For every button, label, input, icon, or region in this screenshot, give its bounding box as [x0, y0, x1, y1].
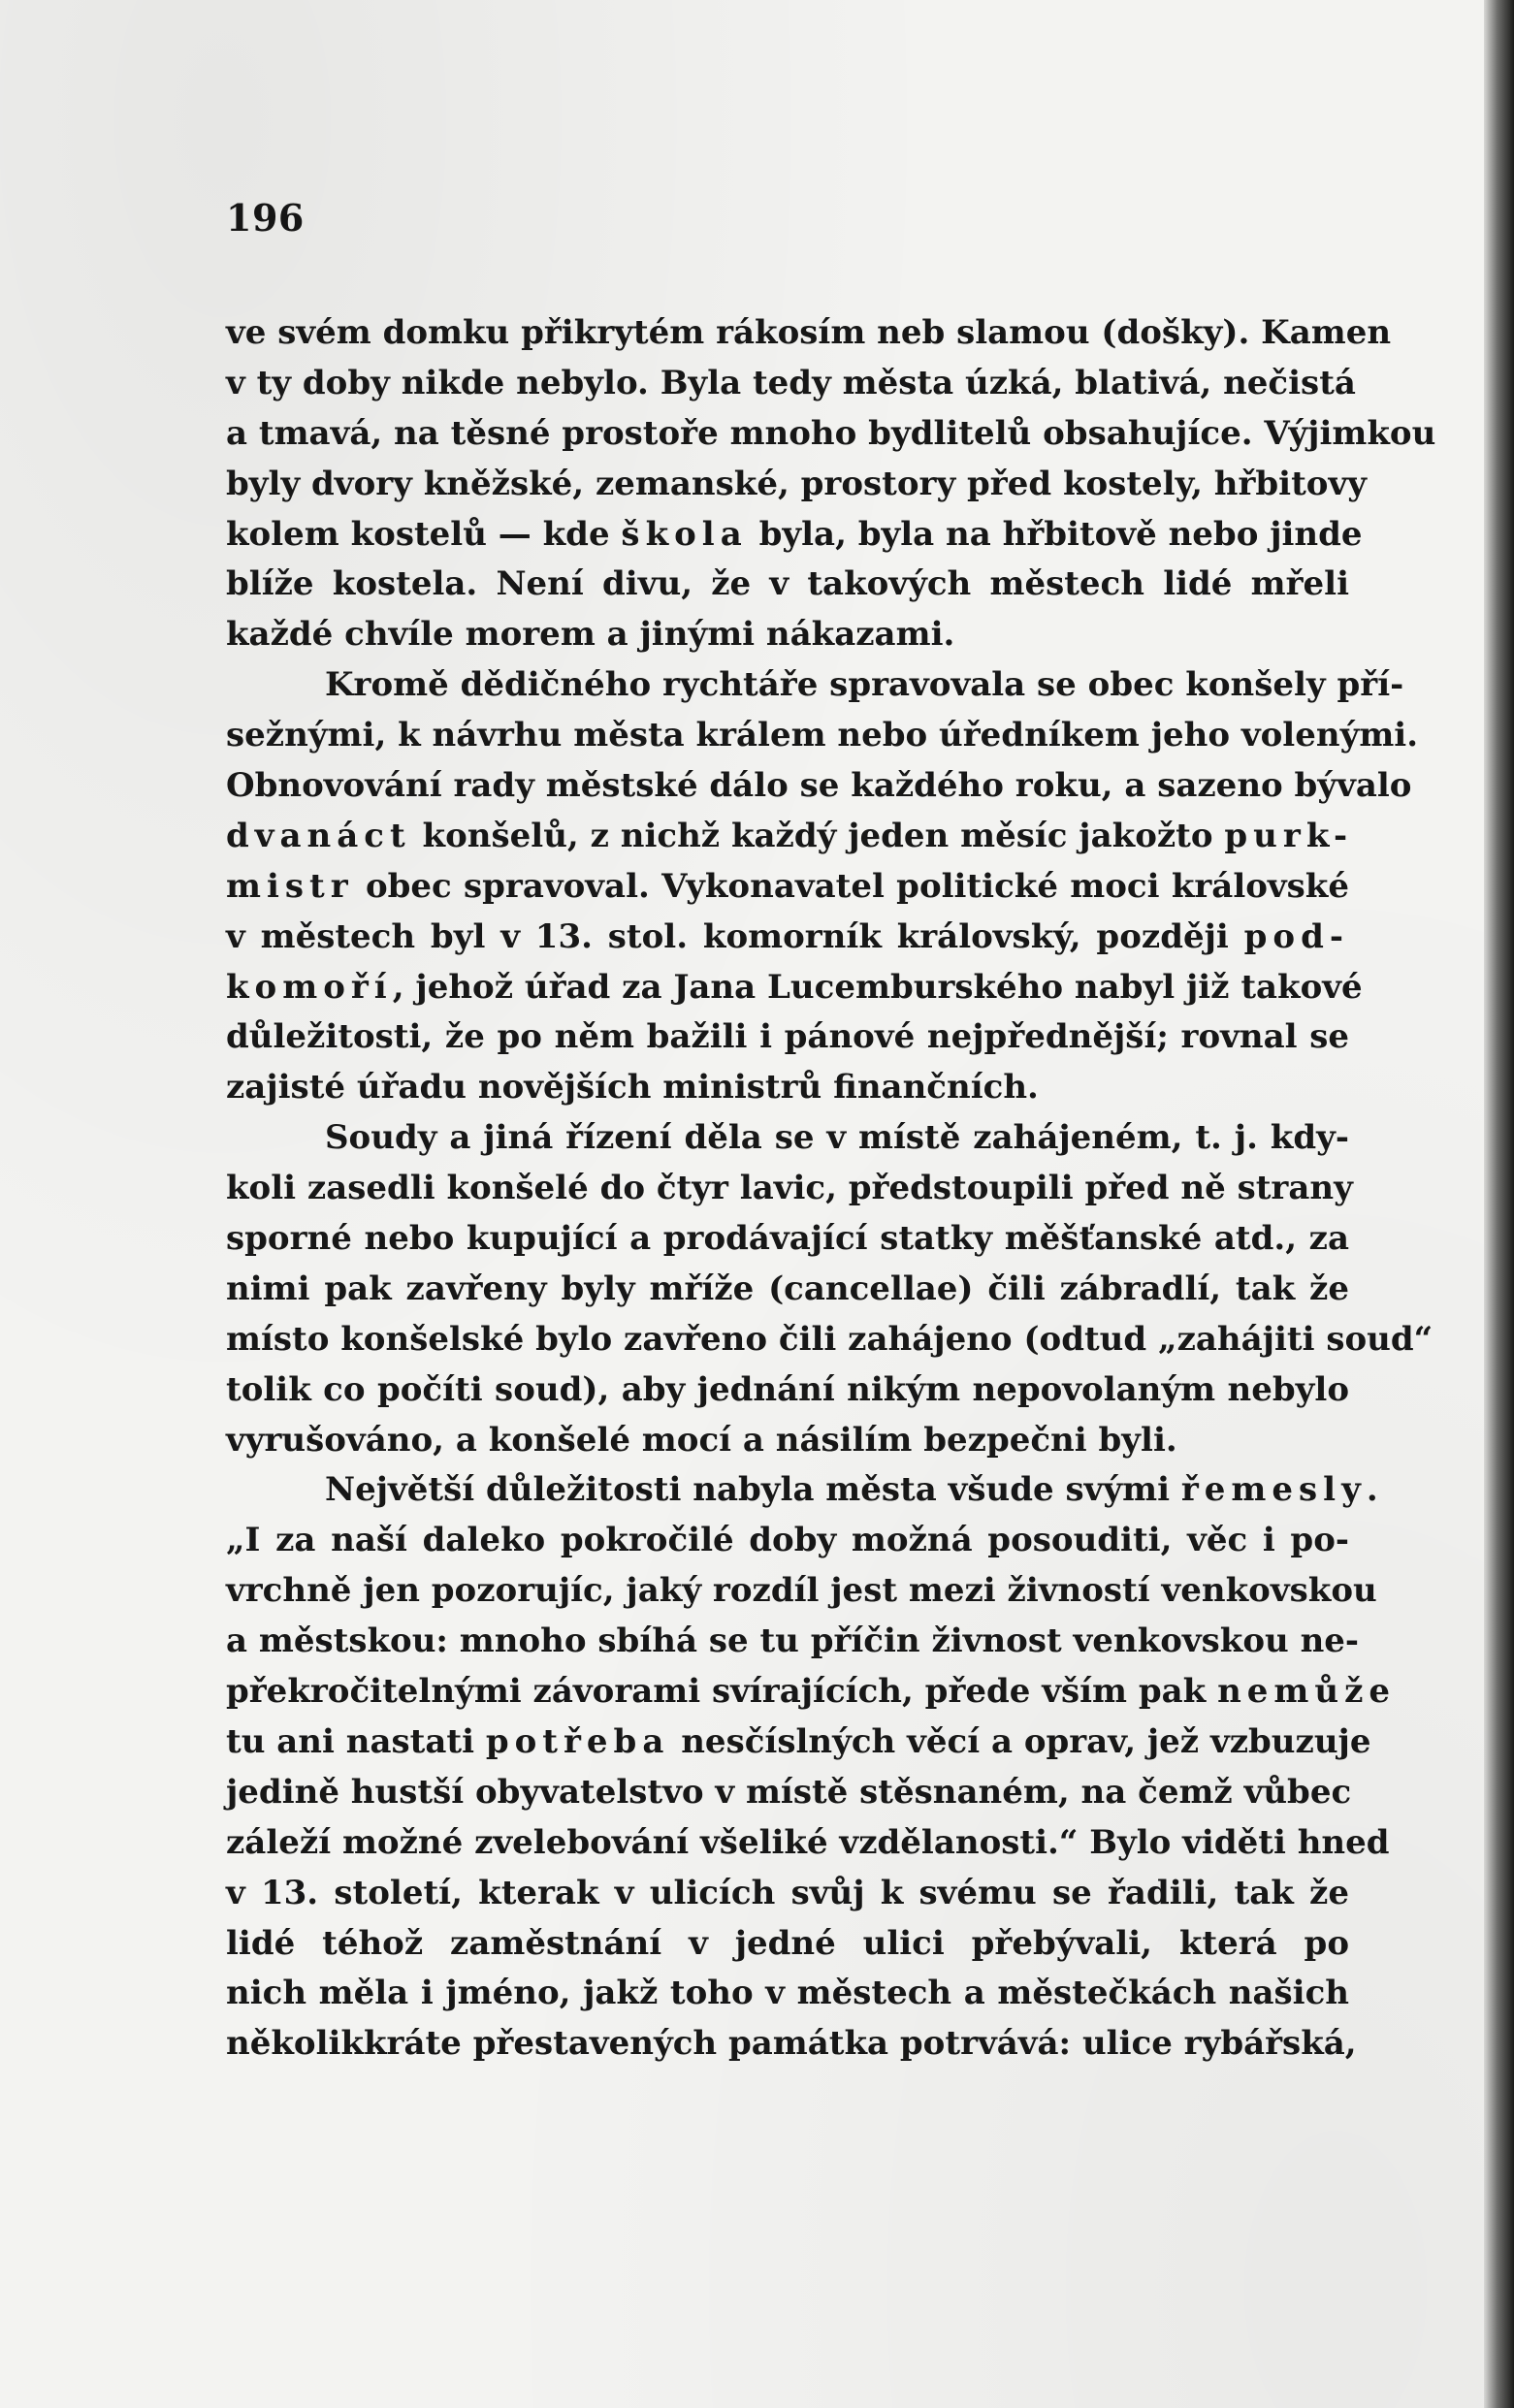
spaced-emphasis: řemesly [1180, 1470, 1367, 1510]
text-line [226, 1416, 1349, 1466]
body-text [226, 308, 1436, 2070]
spaced-emphasis: potřeba [485, 1721, 670, 1761]
text-run: Obnovování rady městské dálo se každého roku, a sazeno bývalo [226, 766, 1412, 806]
text-line [226, 1617, 1360, 1667]
text-run: překročitelnými závorami svírajících, přede vším pak [226, 1672, 1218, 1712]
spaced-emphasis: mistr [226, 866, 354, 906]
text-run: obec spravoval. Vykonavatel politické moci královské [353, 866, 1349, 906]
text-line [226, 1516, 1349, 1566]
text-line [226, 1113, 1349, 1164]
text-run: nich měla i jméno, jakž toho v městech a městečkách našich [226, 1974, 1349, 2013]
text-line [226, 1718, 1371, 1768]
text-line [226, 1063, 1349, 1113]
text-run: ve svém domku přikrytém rákosím neb slamou (došky). Kamen [226, 313, 1392, 352]
text-run: v 13. století, kterak v ulicích svůj k svému se řadili, tak že [226, 1873, 1349, 1912]
text-run: Největší důležitosti nabyla města všude svými [325, 1470, 1181, 1510]
text-line [226, 610, 1349, 660]
text-run: důležitosti, že po něm bažili i pánové nejpřednější; rovnal se [226, 1017, 1349, 1057]
text-run: lidé téhož zaměstnání v jedné ulici přebývali, která po [226, 1923, 1349, 1963]
page-edge-shadow [1484, 0, 1514, 2408]
text-line [226, 761, 1412, 812]
text-run: byly dvory kněžské, zemanské, prostory před kostely, hřbitovy [226, 464, 1367, 503]
text-line [226, 560, 1349, 610]
text-line [226, 460, 1367, 510]
text-run: konšelů, z nichž každý jeden měsíc jakožto [410, 816, 1225, 855]
text-line [226, 510, 1363, 561]
text-run: Kromě dědičného rychtáře spravovala se obec konšely pří- [325, 665, 1404, 705]
text-line [226, 409, 1436, 460]
text-line [226, 913, 1349, 963]
spaced-emphasis: pod- [1243, 916, 1349, 956]
text-line [226, 1566, 1377, 1617]
text-run: vyrušováno, a konšelé mocí a násilím bezpečni byli. [226, 1420, 1177, 1460]
text-run: Soudy a jiná řízení děla se v místě zahájeném, t. j. kdy- [325, 1118, 1349, 1158]
spaced-emphasis: komoří [226, 967, 393, 1007]
text-line [226, 1869, 1349, 1919]
spaced-emphasis: nemůže [1217, 1672, 1397, 1712]
text-run: záleží možné zvelebování všeliké vzdělanosti.“ Bylo viděti hned [226, 1822, 1390, 1862]
text-run: a tmavá, na těsné prostoře mnoho bydlitelů obsahujíce. Výjimkou [226, 413, 1436, 453]
text-line [226, 1969, 1349, 2019]
text-run: blíže kostela. Není divu, že v takových městech lidé mřeli [226, 564, 1349, 604]
text-run: tu ani nastati [226, 1721, 486, 1761]
text-line [226, 1365, 1349, 1416]
text-run: v městech byl v 13. stol. komorník královský, později [226, 916, 1244, 956]
text-run: jedině hustší obyvatelstvo v místě stěsnaném, na čemž vůbec [226, 1772, 1352, 1812]
text-run: „I za naší daleko pokročilé doby možná posouditi, věc i po- [226, 1521, 1349, 1560]
text-line [226, 812, 1354, 862]
text-run: , jehož úřad za Jana Lucemburského nabyl již takové [392, 967, 1363, 1007]
text-run: koli zasedli konšelé do čtyr lavic, předstoupili před ně strany [226, 1169, 1353, 1208]
text-line [226, 1919, 1349, 1970]
text-line [226, 1164, 1353, 1214]
text-run: sežnými, k návrhu města králem nebo úředníkem jeho volenými. [226, 716, 1419, 755]
text-run: kolem kostelů — kde [226, 514, 622, 554]
text-line [226, 1265, 1349, 1315]
spaced-emphasis: dvanáct [226, 816, 411, 855]
text-line [226, 862, 1349, 913]
text-line [226, 1818, 1390, 1869]
text-line [226, 359, 1356, 409]
text-line [226, 963, 1363, 1013]
text-run: místo konšelské bylo zavřeno čili zahájeno (odtud „zahájiti soud“ [226, 1319, 1433, 1359]
text-line [226, 1465, 1378, 1516]
text-line [226, 308, 1392, 359]
text-run: byla, byla na hřbitově nebo jinde [747, 514, 1363, 554]
spaced-emphasis: škola [621, 514, 748, 554]
text-run: několikkráte přestavených památka potrvává: ulice rybářská, [226, 2024, 1357, 2064]
text-line [226, 2019, 1357, 2070]
text-line [226, 660, 1404, 711]
text-line [226, 1315, 1433, 1365]
text-run: nesčíslných věcí a oprav, jež vzbuzuje [669, 1721, 1371, 1761]
text-run: . [1366, 1470, 1378, 1510]
spaced-emphasis: purk- [1224, 816, 1354, 855]
text-run: a městskou: mnoho sbíhá se tu příčin živnost venkovskou ne- [226, 1621, 1360, 1661]
text-line [226, 1667, 1397, 1718]
text-line [226, 711, 1419, 761]
page-number: 196 [226, 196, 305, 240]
text-run: každé chvíle morem a jinými nákazami. [226, 615, 955, 655]
text-run: v ty doby nikde nebylo. Byla tedy města úzká, blativá, nečistá [226, 363, 1356, 402]
text-run: tolik co počíti soud), aby jednání nikým nepovolaným nebylo [226, 1369, 1349, 1409]
text-run: vrchně jen pozorujíc, jaký rozdíl jest mezi živností venkovskou [226, 1571, 1377, 1611]
text-line [226, 1768, 1352, 1818]
text-run: zajisté úřadu novějších ministrů finančních. [226, 1068, 1039, 1108]
text-run: nimi pak zavřeny byly mříže (cancellae) čili zábradlí, tak že [226, 1268, 1349, 1308]
text-line [226, 1012, 1349, 1063]
text-line [226, 1214, 1349, 1265]
text-run: sporné nebo kupující a prodávající statky měšťanské atd., za [226, 1219, 1349, 1259]
